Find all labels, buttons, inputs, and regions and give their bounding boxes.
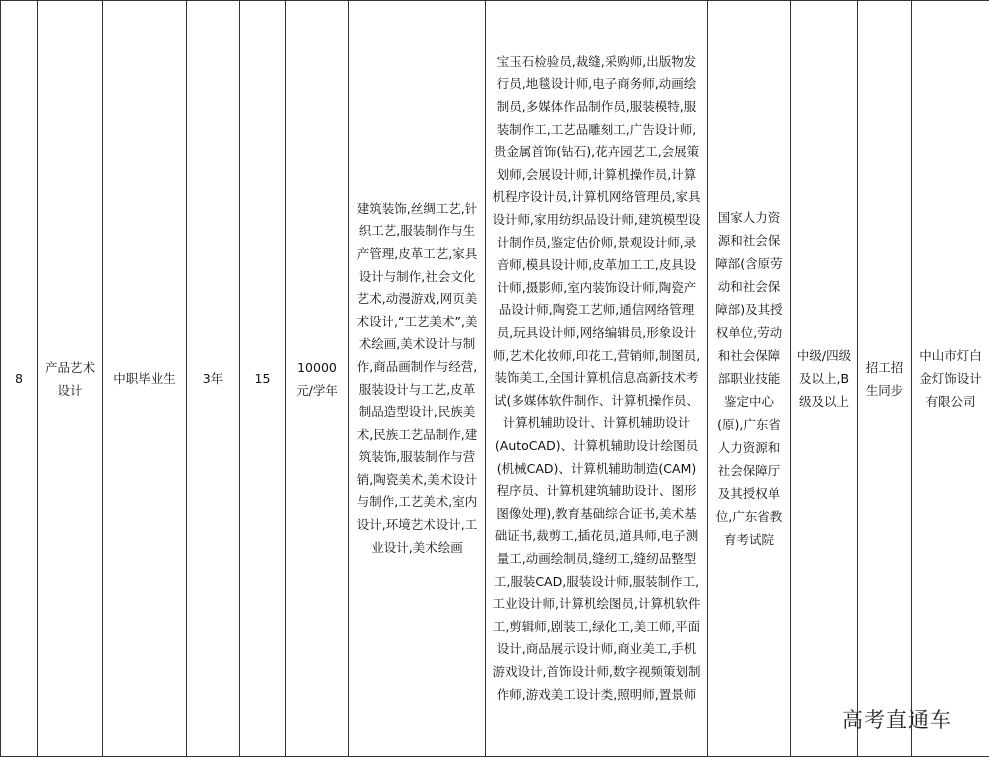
- watermark-text: 高考直通车: [842, 708, 952, 732]
- table-row: [1, 1, 989, 757]
- cert-level-cell: 中级/四级及以上,B级及以上: [791, 1, 858, 757]
- admission-mode-cell: 招工招生同步: [858, 1, 912, 757]
- tuition-cell: 10000元/学年: [286, 1, 349, 757]
- certificates-cell: 宝玉石检验员,裁缝,采购师,出版物发行员,地毯设计师,电子商务师,动画绘制员,多媒体作品制作员,服装模特,服装制作工,工艺品雕刻工,广告设计师,贵金属首饰(钻石),花卉园艺工,会展策划师,会展设计师,计算机操作员,计算机程序设计员,计算机网络管理员,家具设计师,家用纺织品设计师,建筑模型设计制作员,鉴定估价师,景观设计师,录音师,模具设计师,皮革加工工,皮具设计师,摄影师,室内装饰设计师,陶瓷产品设计师,陶瓷工艺师,通信网络管理员,玩具设计师,网络编辑员,形象设计师,艺术化妆师,印花工,营销师,制图员,装饰美工,全国计算机信息高新技术考试(多媒体软件制作、计算机操作员、计算机辅助设计、计算机辅助设计(AutoCAD)、计算机辅助设计绘图员(机械CAD)、计算机辅助制造(CAM)程序员、计算机建筑辅助设计、图形图像处理),教育基础综合证书,美术基础证书,裁剪工,插花员,道具师,电子测量工,动画绘制员,缝纫工,缝纫品整型工,服装CAD,服装设计师,服装制作工,工业设计师,计算机绘图员,计算机软件工,剪辑师,剧装工,绿化工,美工师,平面设计,商品展示设计师,商业美工,手机游戏设计,首饰设计师,数字视频策划制作师,游戏美工设计类,照明师,置景师: [486, 1, 708, 757]
- issuing-authority-cell: 国家人力资源和社会保障部(含原劳动和社会保障部)及其授权单位,劳动和社会保障部职业技能鉴定中心(原),广东省人力资源和社会保障厅及其授权单位,广东省教育考试院: [708, 1, 791, 757]
- enrollment-target-cell: 中职毕业生: [103, 1, 187, 757]
- duration-cell: 3年: [187, 1, 240, 757]
- related-majors-cell: 建筑装饰,丝绸工艺,针织工艺,服装制作与生产管理,皮革工艺,家具设计与制作,社会文化艺术,动漫游戏,网页美术设计,“工艺美术”,美术绘画,美术设计与制作,商品画制作与经营,服装设计与工艺,皮革制品造型设计,民族美术,民族工艺品制作,建筑装饰,服装制作与营销,陶瓷美术,美术设计与制作,工艺美术,室内设计,环境艺术设计,工业设计,美术绘画: [349, 1, 486, 757]
- major-name-cell: 产品艺术设计: [38, 1, 103, 757]
- row-index-cell: 8: [1, 1, 38, 757]
- quota-cell: 15: [240, 1, 286, 757]
- partner-company-cell: 中山市灯白金灯饰设计有限公司: [912, 1, 989, 757]
